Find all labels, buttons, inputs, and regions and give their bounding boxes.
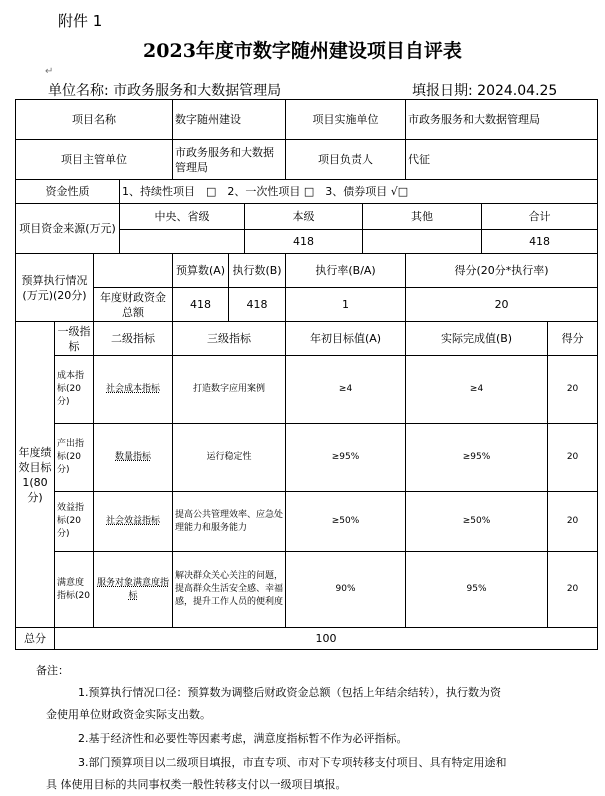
perf-header: 得分: [548, 322, 598, 356]
table-row: [16, 180, 598, 204]
perf-score: 20: [548, 424, 598, 492]
note-1-line-1: 1.预算执行情况口径：预算数为调整后财政资金总额（包括上年结余结转），执行数为资: [78, 686, 501, 699]
table-row: [16, 322, 598, 356]
fund-source-value: 418: [482, 230, 598, 254]
perf-header: 实际完成值(B): [406, 322, 548, 356]
budget-row-label: 年度财政资金总额: [94, 288, 173, 322]
project-name-label: 项目名称: [16, 100, 173, 140]
table-row: [16, 356, 598, 424]
date-label: 填报日期:: [412, 83, 473, 99]
table-row: [16, 140, 598, 180]
perf-score: 20: [548, 492, 598, 552]
unit-line: [48, 80, 281, 100]
total-value: 100: [55, 628, 598, 650]
perf-l3: 提高公共管理效率、应急处理能力和服务能力: [173, 492, 286, 552]
project-name-value: 数字随州建设: [173, 100, 286, 140]
budget-header: 执行数(B): [229, 254, 286, 288]
perf-l3: 解决群众关心关注的问题，提高群众生活安全感、幸福感，提升工作人员的便利度: [173, 552, 286, 628]
date-value: 2024.04.25: [477, 83, 558, 99]
supervisor-value: 市政务服务和大数据管理局: [173, 140, 286, 180]
budget-empty-cell: [94, 254, 173, 288]
note-3-line-2: 具 体使用目标的共同事权类一般性转移支付以一级项目填报。: [46, 778, 347, 791]
perf-score: 20: [548, 552, 598, 628]
budget-value: 418: [173, 288, 229, 322]
table-row: [16, 552, 598, 628]
table-row: [16, 288, 598, 322]
page-title: 2023年度市数字随州建设项目自评表: [143, 40, 462, 62]
impl-unit-value: 市政务服务和大数据管理局: [406, 100, 598, 140]
perf-l2: 社会效益指标: [94, 492, 173, 552]
table-row: [16, 254, 598, 288]
budget-header: 执行率(B/A): [286, 254, 406, 288]
note-3-line-1: 3.部门预算项目以二级项目填报，市直专项、市对下专项转移支付项目、具有特定用途和: [78, 756, 507, 769]
unit-label: 单位名称:: [48, 83, 109, 99]
total-label: 总分: [16, 628, 55, 650]
budget-value: 1: [286, 288, 406, 322]
perf-header: 三级指标: [173, 322, 286, 356]
note-1-line-2: 金使用单位财政资金实际支出数。: [46, 708, 211, 721]
perf-actual-b: 95%: [406, 552, 548, 628]
perf-target-a: ≥50%: [286, 492, 406, 552]
perf-l1: 成本指标(20分): [55, 356, 94, 424]
perf-score: 20: [548, 356, 598, 424]
fund-source-header: 合计: [482, 204, 598, 230]
perf-l1: 产出指标(20分): [55, 424, 94, 492]
date-line: [412, 80, 557, 100]
perf-l2: 社会成本指标: [94, 356, 173, 424]
perf-target-a: ≥4: [286, 356, 406, 424]
unit-value: 市政务服务和大数据管理局: [113, 83, 282, 99]
perf-actual-b: ≥50%: [406, 492, 548, 552]
table-row: [16, 100, 598, 140]
impl-unit-label: 项目实施单位: [286, 100, 406, 140]
perf-l1: 满意度指标(20: [55, 552, 94, 628]
perf-l2: 服务对象满意度指标: [94, 552, 173, 628]
perf-target-a: 90%: [286, 552, 406, 628]
budget-header: 得分(20分*执行率): [406, 254, 598, 288]
fund-source-value: [120, 230, 245, 254]
fund-source-header: 其他: [363, 204, 482, 230]
table-row: [16, 424, 598, 492]
perf-target-label: 年度绩效目标1(80分): [16, 322, 55, 628]
table-row: [16, 204, 598, 230]
perf-l2: 数量指标: [94, 424, 173, 492]
leader-value: 代征: [406, 140, 598, 180]
perf-l3: 运行稳定性: [173, 424, 286, 492]
fund-source-header: 中央、省级: [120, 204, 245, 230]
return-mark-icon: ↵: [45, 66, 54, 77]
table-row: [16, 492, 598, 552]
fund-source-value: 418: [245, 230, 363, 254]
perf-actual-b: ≥95%: [406, 424, 548, 492]
budget-header: 预算数(A): [173, 254, 229, 288]
attachment-label: 附件 1: [58, 12, 103, 30]
perf-header: 二级指标: [94, 322, 173, 356]
note-2: 2.基于经济性和必要性等因素考虑，满意度指标暂不作为必评指标。: [78, 732, 408, 745]
fund-nature-label: 资金性质: [16, 180, 120, 204]
perf-header: 年初目标值(A): [286, 322, 406, 356]
fund-source-value: [363, 230, 482, 254]
self-evaluation-table: [15, 99, 598, 650]
leader-label: 项目负责人: [286, 140, 406, 180]
notes-title: 备注：: [36, 664, 69, 677]
budget-label: 预算执行情况(万元)(20分): [16, 254, 94, 322]
perf-target-a: ≥95%: [286, 424, 406, 492]
fund-nature-options: 1、持续性项目 □ 2、一次性项目 □ 3、债券项目 √□: [120, 180, 598, 204]
perf-header: 一级指标: [55, 322, 94, 356]
supervisor-label: 项目主管单位: [16, 140, 173, 180]
perf-actual-b: ≥4: [406, 356, 548, 424]
perf-l3: 打造数字应用案例: [173, 356, 286, 424]
budget-value: 418: [229, 288, 286, 322]
perf-l1: 效益指标(20分): [55, 492, 94, 552]
table-row: [16, 628, 598, 650]
budget-value: 20: [406, 288, 598, 322]
fund-source-header: 本级: [245, 204, 363, 230]
fund-source-label: 项目资金来源(万元): [16, 204, 120, 254]
